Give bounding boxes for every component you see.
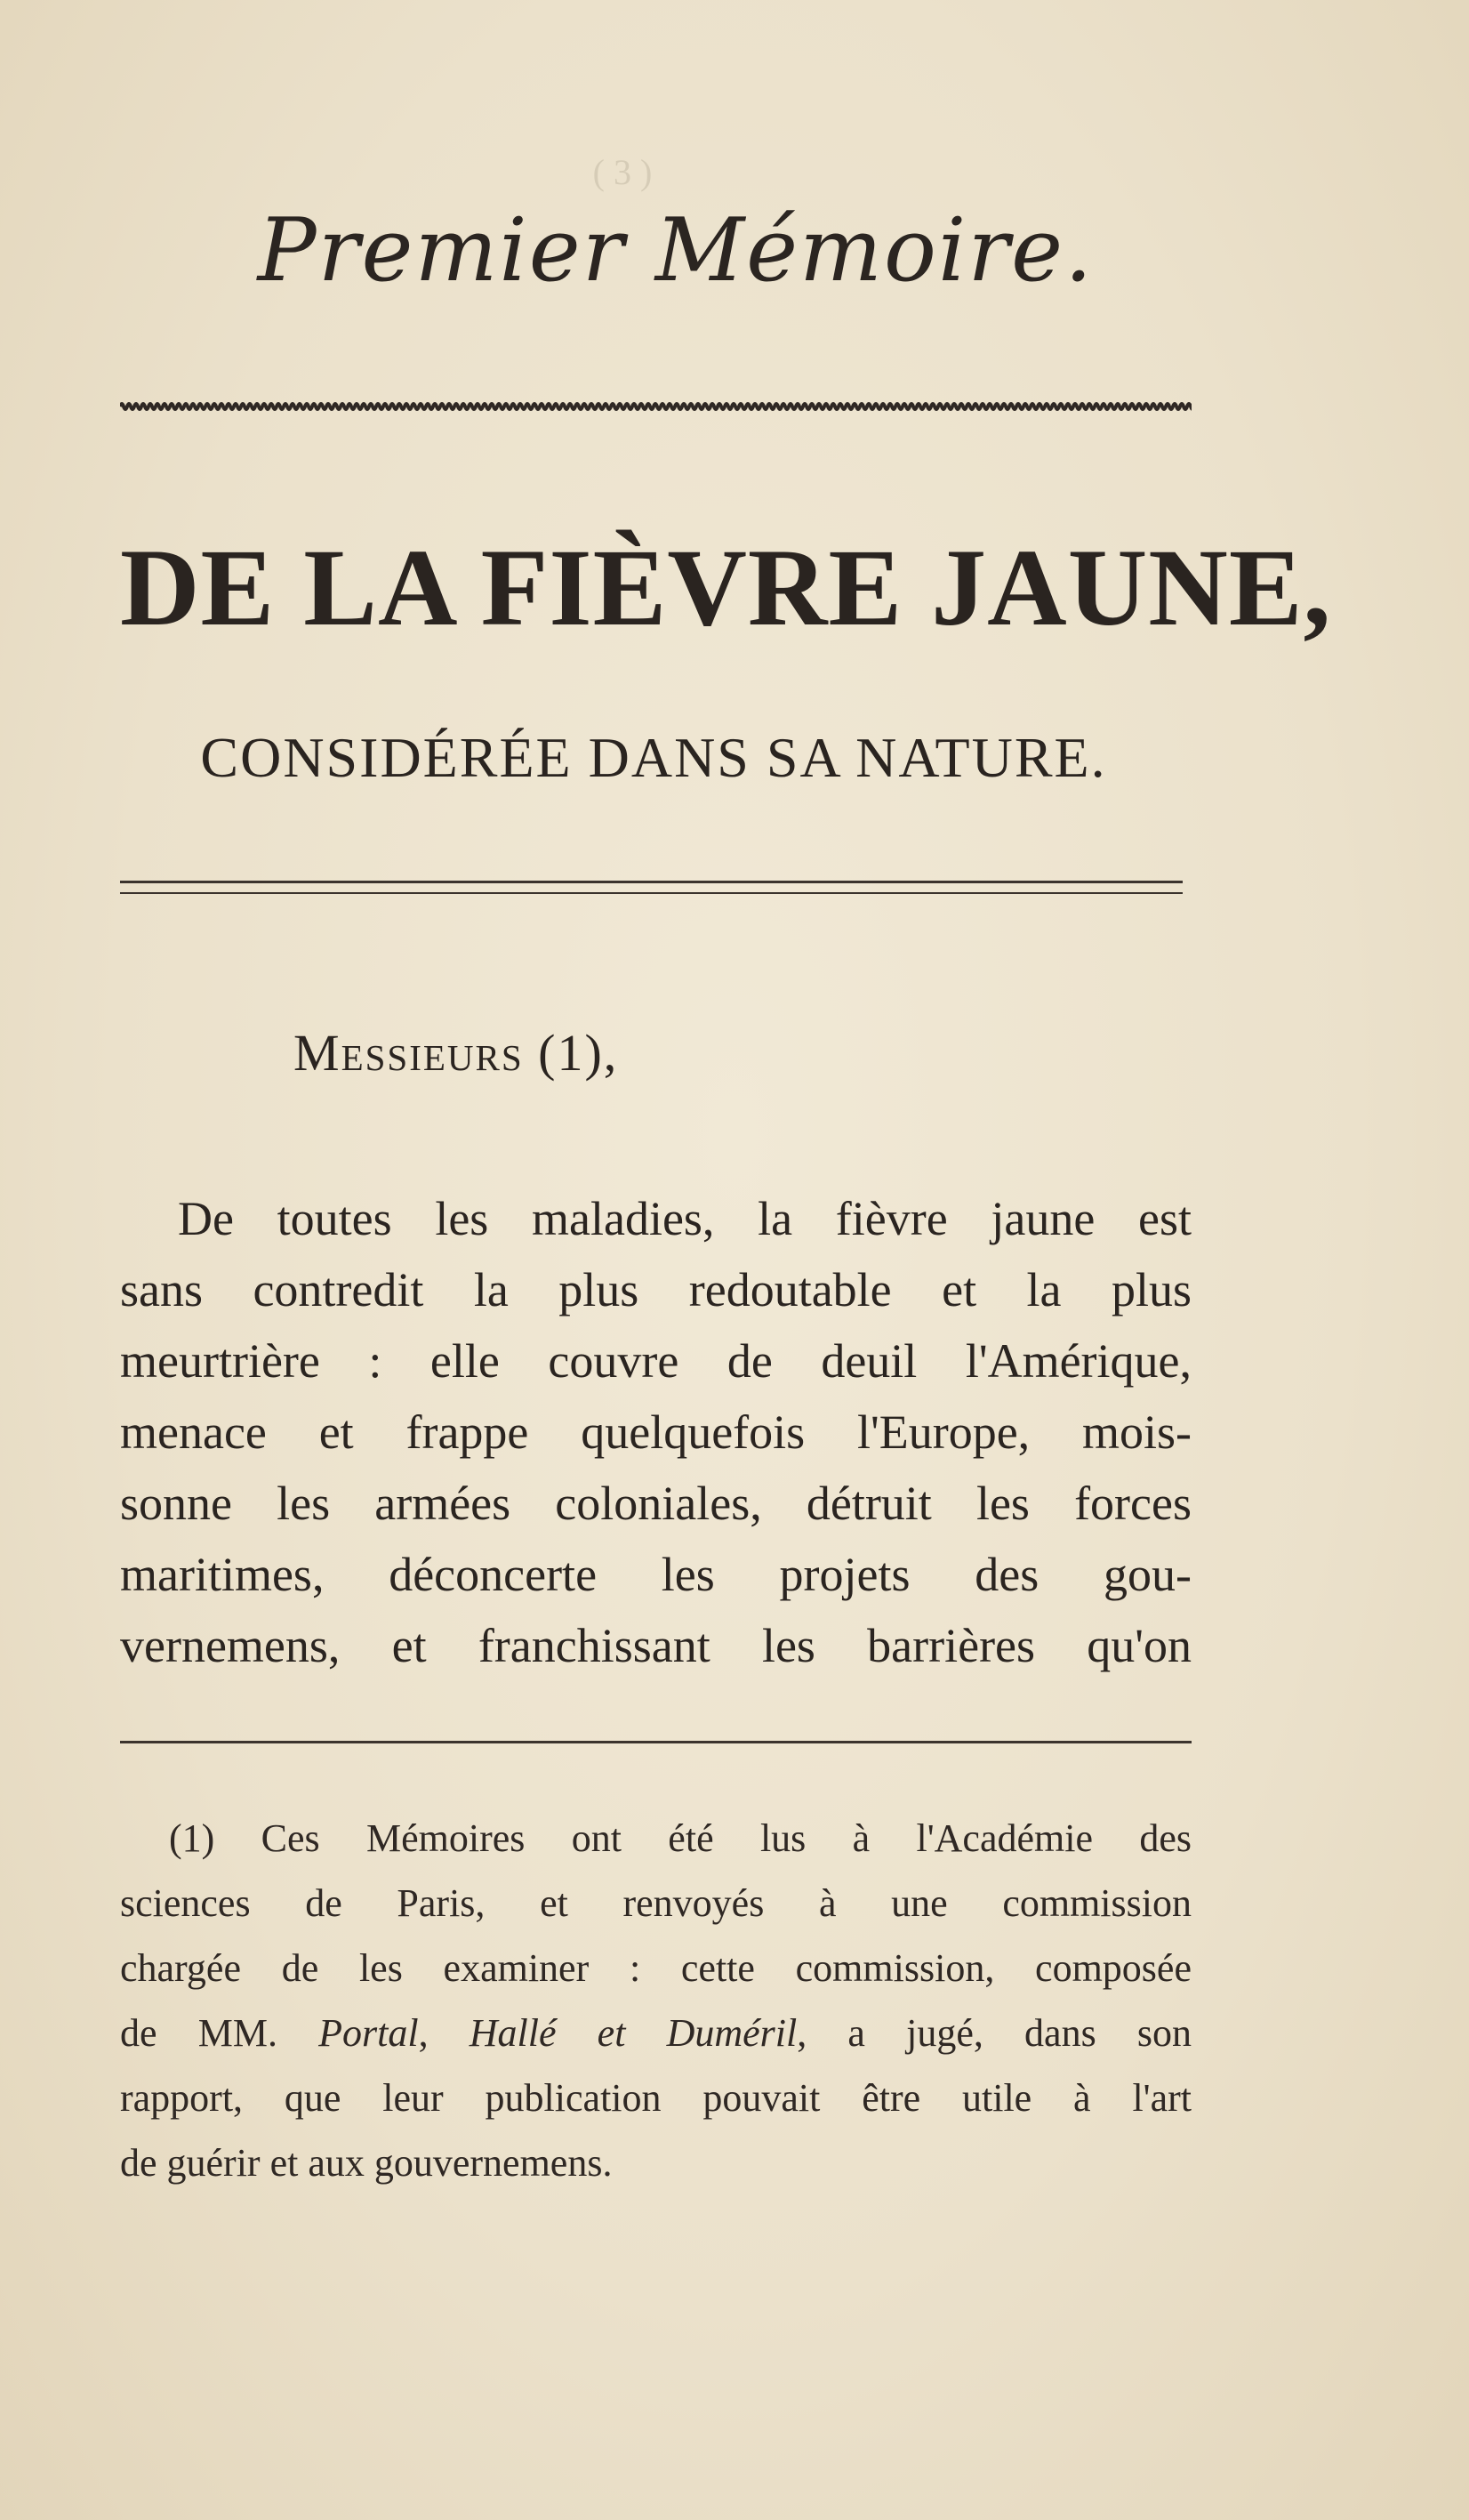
main-title: DE LA FIÈVRE JAUNE, [120, 527, 1332, 648]
salutation: Messieurs (1), [293, 1024, 619, 1082]
body-line: sans contredit la plus redoutable et la plus [120, 1263, 1192, 1316]
body-line: maritimes, déconcerte les projets des gou- [120, 1548, 1192, 1601]
footnote-rule [120, 1741, 1192, 1743]
subtitle: CONSIDÉRÉE DANS SA NATURE. [200, 726, 1107, 789]
body-line: menace et frappe quelquefois l'Europe, mois- [120, 1405, 1192, 1459]
footnote-line: chargée de les examiner : cette commission, composée [120, 1946, 1192, 1990]
footnote-line: sciences de Paris, et renvoyés à une commission [120, 1881, 1192, 1925]
body-paragraph [120, 1183, 1192, 1681]
footnote-text: , a jugé, dans son [797, 2011, 1192, 2055]
memoir-header: Premier Mémoire. [257, 200, 1095, 302]
body-line: De toutes les maladies, la fièvre jaune est [178, 1192, 1192, 1245]
double-rule [120, 881, 1183, 898]
body-line: vernemens, et franchissant les barrières qu'on [120, 1619, 1192, 1672]
body-line: sonne les armées coloniales, détruit les forces [120, 1477, 1192, 1530]
footnote-text: , [418, 2011, 470, 2055]
footnote-line [120, 2001, 1192, 2065]
footnote-text: de MM. [120, 2011, 319, 2055]
footnote-line: (1) Ces Mémoires ont été lus à l'Académie des [169, 1816, 1192, 1860]
author-names: Hallé et Duméril [469, 2011, 798, 2055]
footnote-line: de guérir et aux gouvernemens. [120, 2141, 613, 2185]
wavy-rule [120, 400, 1192, 413]
footnote-line: rapport, que leur publication pouvait être utile à l'art [120, 2076, 1192, 2120]
author-name-portal: Portal [318, 2011, 419, 2055]
page-number: ( 3 ) [592, 152, 653, 192]
body-line: meurtrière : elle couvre de deuil l'Amérique, [120, 1334, 1192, 1388]
footnote [120, 1806, 1192, 2195]
